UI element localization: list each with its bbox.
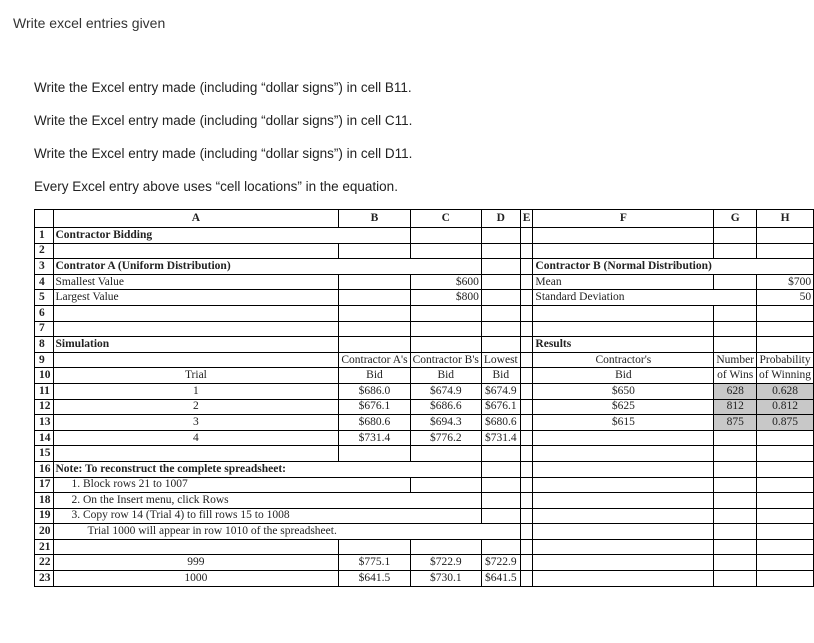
row-number: 17 (35, 477, 54, 493)
cell-h2[interactable] (757, 243, 814, 259)
cell-f12[interactable]: $625 (533, 399, 714, 415)
cell-f23[interactable] (533, 571, 714, 587)
cell-h20[interactable] (757, 524, 814, 540)
cell-b18[interactable] (339, 493, 410, 509)
row-number: 11 (35, 383, 54, 399)
cell-a23[interactable]: 1000 (53, 571, 339, 587)
cell-a16[interactable]: Note: To reconstruct the complete spreadsheet: (53, 461, 339, 477)
cell-a18[interactable]: 2. On the Insert menu, click Rows (53, 493, 339, 509)
cell-h21[interactable] (757, 539, 814, 555)
cell-g19[interactable] (714, 508, 757, 524)
cell-f7[interactable] (533, 321, 714, 337)
row-number: 7 (35, 321, 54, 337)
cell-a1[interactable]: Contractor Bidding (53, 228, 339, 244)
corner-cell (35, 210, 54, 228)
cell-a7[interactable] (53, 321, 339, 337)
cell-d11[interactable]: $674.9 (481, 383, 520, 399)
cell-h14[interactable] (757, 430, 814, 446)
cell-a20[interactable]: Trial 1000 will appear in row 1010 of the spreadsheet. (53, 524, 339, 540)
cell-g12[interactable]: 812 (714, 399, 757, 415)
cell-a13[interactable]: 3 (53, 415, 339, 431)
cell-c10[interactable]: Bid (410, 368, 481, 384)
column-header-d[interactable]: D (481, 210, 520, 228)
row-number: 3 (35, 259, 54, 275)
sheet-row (35, 415, 814, 431)
sheet-row (35, 508, 814, 524)
cell-g20[interactable] (714, 524, 757, 540)
cell-c11[interactable]: $674.9 (410, 383, 481, 399)
cell-f8[interactable]: Results (533, 337, 714, 353)
cell-c12[interactable]: $686.6 (410, 399, 481, 415)
sheet-row (35, 274, 814, 290)
cell-a15[interactable] (53, 446, 339, 462)
cell-d17[interactable] (481, 477, 520, 493)
sheet-row (35, 259, 814, 275)
row-number: 2 (35, 243, 54, 259)
sheet-row (35, 539, 814, 555)
column-header-g[interactable]: G (714, 210, 757, 228)
cell-b17[interactable] (339, 477, 410, 493)
cell-e21[interactable] (520, 539, 533, 555)
cell-e4[interactable] (520, 274, 533, 290)
cell-a6[interactable] (53, 305, 339, 321)
cell-e1[interactable] (520, 228, 533, 244)
cell-e2[interactable] (520, 243, 533, 259)
cell-g1[interactable] (714, 228, 757, 244)
sheet-row (35, 368, 814, 384)
cell-a4[interactable]: Smallest Value (53, 274, 339, 290)
sheet-row (35, 243, 814, 259)
cell-f9[interactable]: Contractor's (533, 352, 714, 368)
row-number: 12 (35, 399, 54, 415)
cell-b12[interactable]: $676.1 (339, 399, 410, 415)
cell-f11[interactable]: $650 (533, 383, 714, 399)
cell-e18[interactable] (520, 493, 533, 509)
row-number: 21 (35, 539, 54, 555)
cell-h11[interactable]: 0.628 (757, 383, 814, 399)
row-number: 6 (35, 305, 54, 321)
cell-d10[interactable]: Bid (481, 368, 520, 384)
cell-f15[interactable] (533, 446, 714, 462)
cell-a5[interactable]: Largest Value (53, 290, 339, 306)
row-number: 20 (35, 524, 54, 540)
sheet-row (35, 399, 814, 415)
cell-b6[interactable] (339, 305, 410, 321)
cell-c13[interactable]: $694.3 (410, 415, 481, 431)
cell-f16[interactable] (533, 461, 714, 477)
cell-f4[interactable]: Mean (533, 274, 714, 290)
cell-d12[interactable]: $676.1 (481, 399, 520, 415)
cell-a22[interactable]: 999 (53, 555, 339, 571)
cell-f18[interactable] (533, 493, 714, 509)
cell-f17[interactable] (533, 477, 714, 493)
sheet-row (35, 571, 814, 587)
column-header-c[interactable]: C (410, 210, 481, 228)
cell-d9[interactable]: Lowest (481, 352, 520, 368)
question-b11: Write the Excel entry made (including “dollar signs”) in cell B11. (34, 80, 412, 95)
cell-g17[interactable] (714, 477, 757, 493)
cell-c7[interactable] (410, 321, 481, 337)
row-number: 16 (35, 461, 54, 477)
cell-d7[interactable] (481, 321, 520, 337)
sheet-row (35, 477, 814, 493)
cell-g4[interactable] (714, 274, 757, 290)
cell-c14[interactable]: $776.2 (410, 430, 481, 446)
cell-h5[interactable]: 50 (757, 290, 814, 306)
cell-g9[interactable]: Number (714, 352, 757, 368)
cell-e19[interactable] (520, 508, 533, 524)
cell-g5[interactable] (714, 290, 757, 306)
cell-g6[interactable] (714, 305, 757, 321)
cell-d16[interactable] (481, 461, 520, 477)
cell-d1[interactable] (481, 228, 520, 244)
column-header-e[interactable]: E (520, 210, 533, 228)
cell-b15[interactable] (339, 446, 410, 462)
cell-e11[interactable] (520, 383, 533, 399)
column-header-b[interactable]: B (339, 210, 410, 228)
cell-f13[interactable]: $615 (533, 415, 714, 431)
cell-a12[interactable]: 2 (53, 399, 339, 415)
cell-b13[interactable]: $680.6 (339, 415, 410, 431)
question-note: Every Excel entry above uses “cell locations” in the equation. (34, 179, 398, 194)
column-header-f[interactable]: F (533, 210, 714, 228)
cell-f14[interactable] (533, 430, 714, 446)
cell-b4[interactable] (339, 274, 410, 290)
cell-a2[interactable] (53, 243, 339, 259)
cell-e12[interactable] (520, 399, 533, 415)
sheet-row (35, 555, 814, 571)
row-number: 22 (35, 555, 54, 571)
cell-h18[interactable] (757, 493, 814, 509)
cell-h19[interactable] (757, 508, 814, 524)
cell-d18[interactable] (481, 493, 520, 509)
cell-e16[interactable] (520, 461, 533, 477)
cell-b21[interactable] (339, 539, 410, 555)
cell-e6[interactable] (520, 305, 533, 321)
sheet-row (35, 446, 814, 462)
cell-f5[interactable]: Standard Deviation (533, 290, 714, 306)
cell-f6[interactable] (533, 305, 714, 321)
cell-b11[interactable]: $686.0 (339, 383, 410, 399)
cell-b10[interactable]: Bid (339, 368, 410, 384)
cell-c22[interactable]: $722.9 (410, 555, 481, 571)
cell-c19[interactable] (410, 508, 481, 524)
cell-d19[interactable] (481, 508, 520, 524)
cell-g13[interactable]: 875 (714, 415, 757, 431)
cell-e3[interactable] (520, 259, 533, 275)
cell-h6[interactable] (757, 305, 814, 321)
cell-g8[interactable] (714, 337, 757, 353)
cell-c9[interactable]: Contractor B's (410, 352, 481, 368)
sheet-row (35, 290, 814, 306)
cell-c8[interactable] (410, 337, 481, 353)
column-header-h[interactable]: H (757, 210, 814, 228)
cell-f10[interactable]: Bid (533, 368, 714, 384)
sheet-row (35, 493, 814, 509)
row-number: 4 (35, 274, 54, 290)
cell-f21[interactable] (533, 539, 714, 555)
cell-h4[interactable]: $700 (757, 274, 814, 290)
cell-b22[interactable]: $775.1 (339, 555, 410, 571)
cell-g22[interactable] (714, 555, 757, 571)
cell-e17[interactable] (520, 477, 533, 493)
cell-a9[interactable] (53, 352, 339, 368)
cell-g23[interactable] (714, 571, 757, 587)
cell-h17[interactable] (757, 477, 814, 493)
cell-b1[interactable] (339, 228, 410, 244)
cell-e10[interactable] (520, 368, 533, 384)
row-number: 18 (35, 493, 54, 509)
cell-g3[interactable] (714, 259, 757, 275)
cell-c17[interactable] (410, 477, 481, 493)
cell-d3[interactable] (481, 259, 520, 275)
cell-f22[interactable] (533, 555, 714, 571)
sheet-row (35, 461, 814, 477)
spreadsheet (34, 209, 814, 587)
cell-b7[interactable] (339, 321, 410, 337)
cell-h1[interactable] (757, 228, 814, 244)
row-number: 8 (35, 337, 54, 353)
cell-h7[interactable] (757, 321, 814, 337)
cell-f3[interactable]: Contractor B (Normal Distribution) (533, 259, 714, 275)
cell-b20[interactable] (339, 524, 410, 540)
cell-d20[interactable] (481, 524, 520, 540)
cell-a21[interactable] (53, 539, 339, 555)
question-c11: Write the Excel entry made (including “dollar signs”) in cell C11. (34, 113, 413, 128)
cell-b5[interactable] (339, 290, 410, 306)
cell-e13[interactable] (520, 415, 533, 431)
cell-c3[interactable] (410, 259, 481, 275)
row-number: 1 (35, 228, 54, 244)
cell-d4[interactable] (481, 274, 520, 290)
row-number: 23 (35, 571, 54, 587)
question-d11: Write the Excel entry made (including “dollar signs”) in cell D11. (34, 146, 413, 161)
cell-e7[interactable] (520, 321, 533, 337)
cell-f19[interactable] (533, 508, 714, 524)
cell-g16[interactable] (714, 461, 757, 477)
cell-e22[interactable] (520, 555, 533, 571)
cell-d22[interactable]: $722.9 (481, 555, 520, 571)
cell-e23[interactable] (520, 571, 533, 587)
sheet-row (35, 383, 814, 399)
cell-b2[interactable] (339, 243, 410, 259)
cell-a8[interactable]: Simulation (53, 337, 339, 353)
cell-d5[interactable] (481, 290, 520, 306)
cell-a19[interactable]: 3. Copy row 14 (Trial 4) to fill rows 15 to 1008 (53, 508, 339, 524)
cell-a3[interactable]: Contrator A (Uniform Distribution) (53, 259, 339, 275)
cell-c18[interactable] (410, 493, 481, 509)
cell-h10[interactable]: of Winning (757, 368, 814, 384)
column-header-a[interactable]: A (53, 210, 339, 228)
cell-b16[interactable] (339, 461, 410, 477)
cell-a14[interactable]: 4 (53, 430, 339, 446)
cell-b23[interactable]: $641.5 (339, 571, 410, 587)
row-number: 5 (35, 290, 54, 306)
cell-h9[interactable]: Probability (757, 352, 814, 368)
cell-e20[interactable] (520, 524, 533, 540)
cell-f20[interactable] (533, 524, 714, 540)
cell-d8[interactable] (481, 337, 520, 353)
sheet-row (35, 337, 814, 353)
cell-h8[interactable] (757, 337, 814, 353)
cell-g18[interactable] (714, 493, 757, 509)
cell-h16[interactable] (757, 461, 814, 477)
cell-e5[interactable] (520, 290, 533, 306)
cell-f1[interactable] (533, 228, 714, 244)
cell-d15[interactable] (481, 446, 520, 462)
cell-b19[interactable] (339, 508, 410, 524)
cell-g10[interactable]: of Wins (714, 368, 757, 384)
cell-d13[interactable]: $680.6 (481, 415, 520, 431)
cell-c16[interactable] (410, 461, 481, 477)
cell-e9[interactable] (520, 352, 533, 368)
row-number: 14 (35, 430, 54, 446)
cell-e8[interactable] (520, 337, 533, 353)
cell-g2[interactable] (714, 243, 757, 259)
cell-a10[interactable]: Trial (53, 368, 339, 384)
cell-e15[interactable] (520, 446, 533, 462)
cell-d2[interactable] (481, 243, 520, 259)
cell-a11[interactable]: 1 (53, 383, 339, 399)
cell-b8[interactable] (339, 337, 410, 353)
cell-g11[interactable]: 628 (714, 383, 757, 399)
cell-g14[interactable] (714, 430, 757, 446)
cell-h23[interactable] (757, 571, 814, 587)
cell-c2[interactable] (410, 243, 481, 259)
page-title: Write excel entries given (13, 15, 166, 31)
cell-c15[interactable] (410, 446, 481, 462)
row-number: 15 (35, 446, 54, 462)
cell-c23[interactable]: $730.1 (410, 571, 481, 587)
cell-c1[interactable] (410, 228, 481, 244)
cell-d6[interactable] (481, 305, 520, 321)
row-number: 10 (35, 368, 54, 384)
cell-c4[interactable]: $600 (410, 274, 481, 290)
cell-b14[interactable]: $731.4 (339, 430, 410, 446)
row-number: 19 (35, 508, 54, 524)
row-number: 9 (35, 352, 54, 368)
sheet-row (35, 430, 814, 446)
cell-h3[interactable] (757, 259, 814, 275)
sheet-row (35, 352, 814, 368)
cell-h15[interactable] (757, 446, 814, 462)
cell-h13[interactable]: 0.875 (757, 415, 814, 431)
sheet-row (35, 321, 814, 337)
row-number: 13 (35, 415, 54, 431)
cell-h12[interactable]: 0.812 (757, 399, 814, 415)
column-header-row (35, 210, 814, 228)
sheet-row (35, 228, 814, 244)
cell-g21[interactable] (714, 539, 757, 555)
cell-g15[interactable] (714, 446, 757, 462)
cell-c6[interactable] (410, 305, 481, 321)
cell-g7[interactable] (714, 321, 757, 337)
cell-d23[interactable]: $641.5 (481, 571, 520, 587)
cell-d21[interactable] (481, 539, 520, 555)
cell-c20[interactable] (410, 524, 481, 540)
cell-b3[interactable] (339, 259, 410, 275)
cell-b9[interactable]: Contractor A's (339, 352, 410, 368)
cell-c21[interactable] (410, 539, 481, 555)
sheet-row (35, 305, 814, 321)
cell-f2[interactable] (533, 243, 714, 259)
cell-a17[interactable]: 1. Block rows 21 to 1007 (53, 477, 339, 493)
cell-c5[interactable]: $800 (410, 290, 481, 306)
cell-e14[interactable] (520, 430, 533, 446)
cell-d14[interactable]: $731.4 (481, 430, 520, 446)
sheet-row (35, 524, 814, 540)
cell-h22[interactable] (757, 555, 814, 571)
